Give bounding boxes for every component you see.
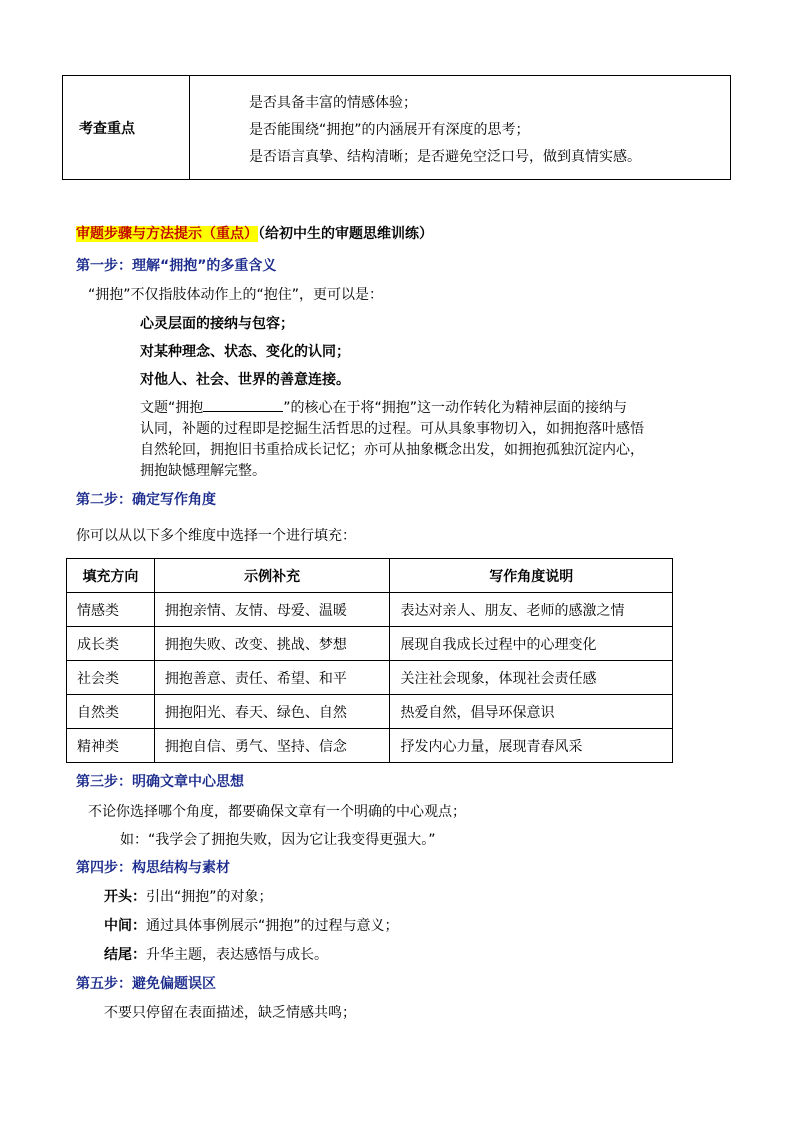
focus-line: 是否语言真挚、结构清晰；是否避免空泛口号，做到真情实感。 [249,149,641,165]
step4-item-label: 中间： [104,918,146,934]
step4-item [104,886,273,906]
step4-item [104,915,399,935]
table-header: 填充方向 [67,559,155,593]
table-cell: 拥抱自信、勇气、坚持、信念 [154,729,390,763]
focus-line: 是否能围绕“拥抱”的内涵展开有深度的思考； [249,122,530,138]
step5-title: 第五步：避免偏题误区 [76,976,216,992]
table-cell: 精神类 [67,729,155,763]
step2-title: 第二步：确定写作角度 [76,492,216,508]
step2-intro: 你可以从以下多个维度中选择一个进行填充： [76,528,356,544]
step1-title: 第一步：理解“拥抱”的多重含义 [76,258,277,274]
para-rest: ”的核心在于将“拥抱”这一动作转化为精神层面的接纳与 [283,400,628,416]
table-cell: 拥抱善意、责任、希望、和平 [154,661,390,695]
step3-title: 第三步：明确文章中心思想 [76,774,244,790]
assessment-focus-label: 考查重点 [79,121,135,137]
step4-item-text: 升华主题，表达感悟与成长。 [146,947,328,963]
step1-point: 对他人、社会、世界的善意连接。 [140,372,350,388]
table-header: 示例补充 [154,559,390,593]
table-cell: 成长类 [67,627,155,661]
step1-paragraph-line: 认同，补题的过程即是挖掘生活哲思的过程。可从具象事物切入，如拥抱落叶感悟 [140,421,644,437]
table-cell: 热爱自然，倡导环保意识 [390,695,673,729]
step4-item-label: 结尾： [104,947,146,963]
step3-line1: 不论你选择哪个角度，都要确保文章有一个明确的中心观点； [88,804,466,820]
section-title [76,223,433,243]
table-header-row [67,559,673,593]
focus-line: 是否具备丰富的情感体验； [249,95,417,111]
table-row [67,661,673,695]
table-cell: 抒发内心力量，展现青春风采 [390,729,673,763]
table-cell: 关注社会现象，体现社会责任感 [390,661,673,695]
para-start: 文题“拥抱 [140,400,204,416]
table-row [67,627,673,661]
table-row [67,593,673,627]
table-cell: 拥抱失败、改变、挑战、梦想 [154,627,390,661]
step4-item-text: 通过具体事例展示“拥抱”的过程与意义； [146,918,399,934]
writing-angle-table [66,558,673,763]
table-cell: 表达对亲人、朋友、老师的感激之情 [390,593,673,627]
step1-point: 对某种理念、状态、变化的认同； [140,344,350,360]
step4-item-text: 引出“拥抱”的对象； [146,889,273,905]
assessment-focus-lines [249,90,641,171]
section-title-highlight: 审题步骤与方法提示（重点） [76,226,258,242]
table-row [67,729,673,763]
table-cell: 自然类 [67,695,155,729]
step5-line1: 不要只停留在表面描述，缺乏情感共鸣； [104,1005,356,1021]
step4-title: 第四步：构思结构与素材 [76,860,230,876]
step1-point: 心灵层面的接纳与包容； [140,316,294,332]
fill-blank [203,397,283,412]
step3-example: 如：“我学会了拥抱失败，因为它让我变得更强大。” [120,832,436,848]
table-cell: 情感类 [67,593,155,627]
table-cell: 展现自我成长过程中的心理变化 [390,627,673,661]
table-header: 写作角度说明 [390,559,673,593]
step1-paragraph-line1 [140,397,627,417]
table-cell: 拥抱阳光、春天、绿色、自然 [154,695,390,729]
assessment-focus-box [62,75,731,180]
step1-intro: “拥抱”不仅指肢体动作上的“抱住”，更可以是： [88,287,384,303]
step4-item [104,944,328,964]
table-cell: 拥抱亲情、友情、母爱、温暖 [154,593,390,627]
step4-item-label: 开头： [104,889,146,905]
section-title-note: （给初中生的审题思维训练） [258,226,433,242]
table-cell: 社会类 [67,661,155,695]
step1-paragraph-line: 自然轮回，拥抱旧书重拾成长记忆；亦可从抽象概念出发，如拥抱孤独沉淀内心， [140,442,644,458]
table-row [67,695,673,729]
step1-paragraph-line: 拥抱缺憾理解完整。 [140,463,266,479]
box-divider [189,76,190,179]
